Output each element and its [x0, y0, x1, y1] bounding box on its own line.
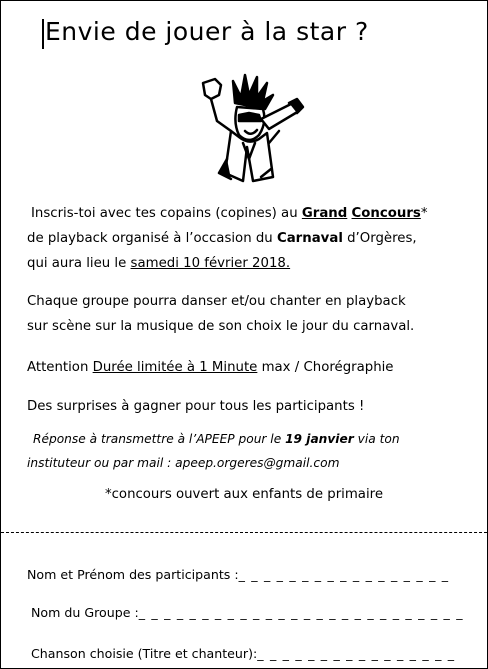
response-email-line: instituteur ou par mail : apeep.orgeres@gmail.com: [27, 456, 340, 470]
response-paragraph: Réponse à transmettre à l’APEEP pour le 19 janvier via ton instituteur ou par mail : apeep.orgeres@gmail.com: [33, 427, 400, 475]
grand-word: Grand: [301, 206, 348, 221]
eligibility-note: *concours ouvert aux enfants de primaire: [104, 487, 384, 502]
song-blank[interactable]: _ _ _ _ _ _ _ _ _ _ _ _ _ _ _ _: [257, 646, 456, 661]
surprises-line: Des surprises à gagner pour tous les participants !: [27, 399, 365, 414]
cut-line: [1, 532, 487, 533]
duration-limit: Durée limitée à 1 Minute: [92, 360, 258, 375]
attention-line: Attention Durée limitée à 1 Minute max / Chorégraphie: [27, 360, 394, 375]
group-field: Nom du Groupe :_ _ _ _ _ _ _ _ _ _ _ _ _ _ _ _ _ _ _ _ _ _ _ _ _ _: [31, 605, 464, 620]
participants-blank[interactable]: _ _ _ _ _ _ _ _ _ _ _ _ _ _ _ _ _: [238, 567, 450, 582]
page-title: Envie de jouer à la star ?: [45, 17, 369, 46]
singer-illustration: [197, 73, 307, 185]
text-cursor: [42, 19, 44, 49]
event-date: samedi 10 février 2018.: [130, 256, 291, 271]
intro-line-2: de playback organisé à l’occasion du Carnaval d’Orgères,: [27, 231, 417, 246]
carnaval-word: Carnaval: [276, 231, 343, 246]
response-date: 19 janvier: [285, 432, 354, 446]
participants-field: Nom et Prénom des participants :_ _ _ _ _ _ _ _ _ _ _ _ _ _ _ _ _: [27, 567, 450, 582]
concours-word: Concours: [351, 206, 421, 221]
intro-line-1: Inscris-toi avec tes copains (copines) au Grand Concours*: [31, 206, 428, 221]
groups-paragraph: Chaque groupe pourra danser et/ou chanter en playback sur scène sur la musique de son choix le jour du carnaval.: [27, 294, 415, 334]
intro-paragraph: [27, 201, 428, 276]
group-blank[interactable]: _ _ _ _ _ _ _ _ _ _ _ _ _ _ _ _ _ _ _ _ _ _ _ _ _ _: [138, 605, 464, 620]
song-field: Chanson choisie (Titre et chanteur):_ _ _ _ _ _ _ _ _ _ _ _ _ _ _ _: [31, 646, 456, 661]
intro-line-3: qui aura lieu le samedi 10 février 2018.: [27, 256, 291, 271]
